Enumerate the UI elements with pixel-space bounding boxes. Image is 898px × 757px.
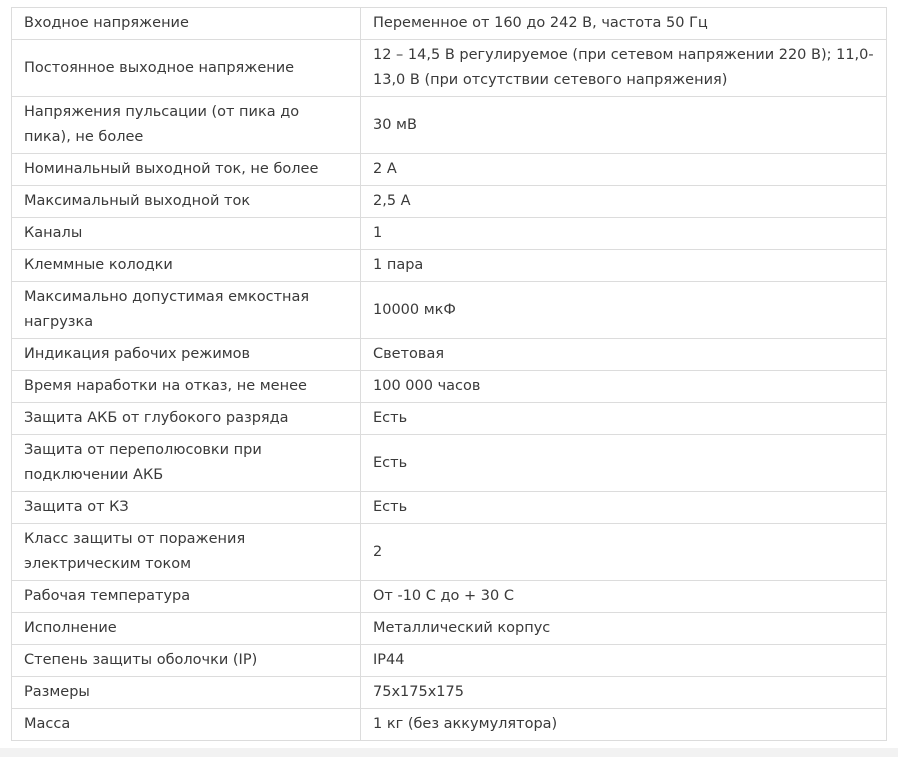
table-row xyxy=(12,154,887,186)
param-cell: Номинальный выходной ток, не более xyxy=(12,154,361,186)
table-row xyxy=(12,613,887,645)
param-cell: Постоянное выходное напряжение xyxy=(12,40,361,97)
table-row xyxy=(12,435,887,492)
param-cell: Входное напряжение xyxy=(12,8,361,40)
param-cell: Защита АКБ от глубокого разряда xyxy=(12,403,361,435)
table-row xyxy=(12,40,887,97)
param-cell: Максимально допустимая емкостная нагрузка xyxy=(12,282,361,339)
param-cell: Размеры xyxy=(12,677,361,709)
param-cell: Рабочая температура xyxy=(12,581,361,613)
value-cell: Есть xyxy=(361,435,887,492)
value-cell: Переменное от 160 до 242 В, частота 50 Гц xyxy=(361,8,887,40)
param-cell: Исполнение xyxy=(12,613,361,645)
value-cell: Металлический корпус xyxy=(361,613,887,645)
table-row xyxy=(12,339,887,371)
value-cell: 2 xyxy=(361,524,887,581)
param-cell: Каналы xyxy=(12,218,361,250)
param-cell: Степень защиты оболочки (IP) xyxy=(12,645,361,677)
table-row xyxy=(12,709,887,741)
table-row xyxy=(12,8,887,40)
table-row xyxy=(12,97,887,154)
table-row xyxy=(12,581,887,613)
value-cell: 1 xyxy=(361,218,887,250)
param-cell: Защита от КЗ xyxy=(12,492,361,524)
param-cell: Клеммные колодки xyxy=(12,250,361,282)
param-cell: Индикация рабочих режимов xyxy=(12,339,361,371)
bottom-divider xyxy=(0,748,898,757)
value-cell: 2,5 А xyxy=(361,186,887,218)
param-cell: Защита от переполюсовки при подключении АКБ xyxy=(12,435,361,492)
value-cell: 30 мВ xyxy=(361,97,887,154)
value-cell: 100 000 часов xyxy=(361,371,887,403)
param-cell: Напряжения пульсации (от пика до пика), не более xyxy=(12,97,361,154)
param-cell: Класс защиты от поражения электрическим током xyxy=(12,524,361,581)
table-row xyxy=(12,371,887,403)
value-cell: 1 кг (без аккумулятора) xyxy=(361,709,887,741)
spec-table-container xyxy=(11,7,886,741)
value-cell: 2 А xyxy=(361,154,887,186)
spec-table xyxy=(11,7,887,741)
table-row xyxy=(12,492,887,524)
value-cell: 10000 мкФ xyxy=(361,282,887,339)
value-cell: От -10 С до + 30 С xyxy=(361,581,887,613)
value-cell: Световая xyxy=(361,339,887,371)
table-row xyxy=(12,282,887,339)
value-cell: 75х175х175 xyxy=(361,677,887,709)
param-cell: Максимальный выходной ток xyxy=(12,186,361,218)
table-row xyxy=(12,524,887,581)
table-row xyxy=(12,250,887,282)
table-row xyxy=(12,403,887,435)
value-cell: 12 – 14,5 В регулируемое (при сетевом напряжении 220 В); 11,0-13,0 В (при отсутствии сетевого напряжения) xyxy=(361,40,887,97)
table-row xyxy=(12,677,887,709)
table-row xyxy=(12,186,887,218)
value-cell: IP44 xyxy=(361,645,887,677)
table-row xyxy=(12,645,887,677)
param-cell: Масса xyxy=(12,709,361,741)
table-row xyxy=(12,218,887,250)
param-cell: Время наработки на отказ, не менее xyxy=(12,371,361,403)
value-cell: Есть xyxy=(361,403,887,435)
value-cell: 1 пара xyxy=(361,250,887,282)
value-cell: Есть xyxy=(361,492,887,524)
